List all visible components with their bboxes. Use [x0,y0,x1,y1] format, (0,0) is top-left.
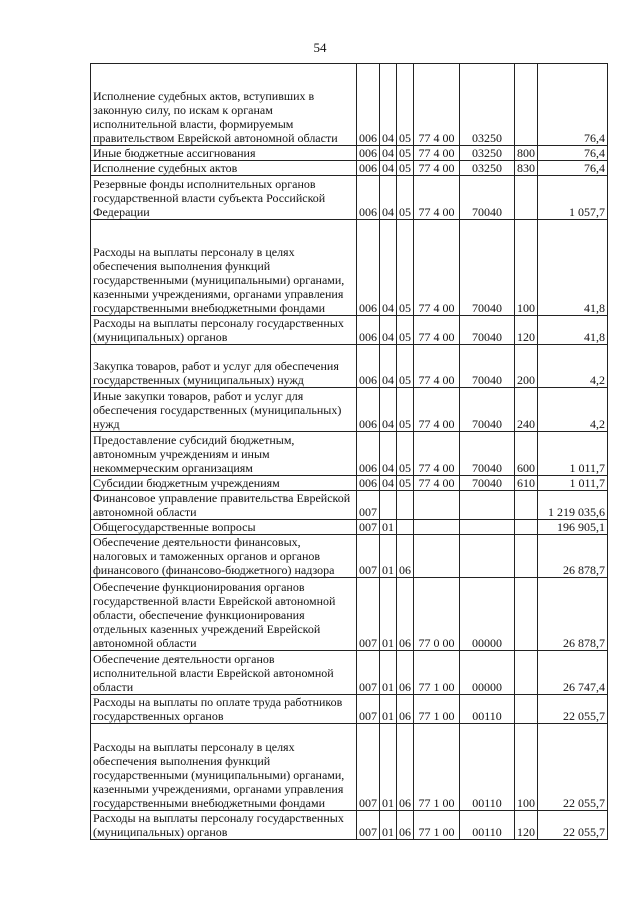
cell-section: 04 [380,388,397,432]
cell-subsection: 05 [397,220,414,316]
cell-name: Резервные фонды исполнительных органов государственной власти субъекта Российской Федерации [91,176,357,220]
cell-name: Иные закупки товаров, работ и услуг для обеспечения государственных (муниципальных) нужд [91,388,357,432]
cell-ministry: 006 [357,220,380,316]
cell-name: Общегосударственные вопросы [91,520,357,535]
cell-program: 77 1 00 [414,695,460,724]
cell-amount: 26 747,4 [538,651,608,695]
cell-amount: 1 057,7 [538,176,608,220]
budget-table [90,63,608,840]
cell-subsection: 06 [397,535,414,578]
cell-subsection: 05 [397,146,414,161]
cell-ministry: 007 [357,491,380,520]
cell-name: Обеспечение функционирования органов государственной власти Еврейской автономной области, обеспечение функционирования отдельных казенных учреждений Еврейской автономной области [91,578,357,651]
cell-amount: 26 878,7 [538,535,608,578]
cell-type: 100 [515,724,538,811]
cell-type [515,695,538,724]
cell-code: 70040 [460,432,515,476]
cell-program: 77 4 00 [414,220,460,316]
cell-amount: 76,4 [538,64,608,146]
cell-subsection: 05 [397,64,414,146]
cell-amount: 41,8 [538,316,608,345]
cell-ministry: 006 [357,161,380,176]
cell-name: Исполнение судебных актов [91,161,357,176]
cell-code: 00110 [460,695,515,724]
cell-section: 01 [380,578,397,651]
table-row [91,388,608,432]
cell-type: 120 [515,316,538,345]
cell-amount: 22 055,7 [538,724,608,811]
cell-code: 70040 [460,476,515,491]
table-row [91,476,608,491]
cell-ministry: 006 [357,146,380,161]
table-row [91,345,608,388]
cell-subsection: 05 [397,176,414,220]
cell-ministry: 006 [357,345,380,388]
table-row [91,535,608,578]
cell-amount: 22 055,7 [538,695,608,724]
cell-section: 01 [380,651,397,695]
cell-section: 01 [380,695,397,724]
cell-type [515,535,538,578]
cell-type [515,651,538,695]
cell-amount: 196 905,1 [538,520,608,535]
cell-subsection: 05 [397,161,414,176]
table-row [91,432,608,476]
cell-name: Предоставление субсидий бюджетным, автономным учреждениям и иным некоммерческим организациям [91,432,357,476]
cell-subsection: 05 [397,388,414,432]
cell-name: Исполнение судебных актов, вступивших в законную силу, по искам к органам исполнительной власти, формируемым правительством Еврейской автономной области [91,64,357,146]
cell-program: 77 0 00 [414,578,460,651]
cell-program: 77 4 00 [414,161,460,176]
cell-type [515,578,538,651]
cell-code: 70040 [460,176,515,220]
cell-name: Расходы на выплаты персоналу государственных (муниципальных) органов [91,811,357,840]
cell-type [515,176,538,220]
cell-type [515,520,538,535]
cell-code [460,491,515,520]
table-row [91,220,608,316]
table-row [91,695,608,724]
cell-ministry: 007 [357,520,380,535]
cell-name: Расходы на выплаты персоналу в целях обеспечения выполнения функций государственными (муниципальными) органами, казенными учреждениями, органами управления государственными внебюджетными фондами [91,220,357,316]
cell-name: Закупка товаров, работ и услуг для обеспечения государственных (муниципальных) нужд [91,345,357,388]
table-row [91,64,608,146]
cell-code: 00000 [460,651,515,695]
cell-name: Финансовое управление правительства Еврейской автономной области [91,491,357,520]
cell-type: 800 [515,146,538,161]
cell-type: 830 [515,161,538,176]
cell-ministry: 007 [357,695,380,724]
cell-program: 77 4 00 [414,176,460,220]
cell-section: 04 [380,220,397,316]
cell-program: 77 4 00 [414,432,460,476]
cell-program: 77 4 00 [414,146,460,161]
cell-name: Обеспечение деятельности органов исполнительной власти Еврейской автономной области [91,651,357,695]
cell-subsection: 05 [397,476,414,491]
cell-amount: 26 878,7 [538,578,608,651]
cell-program: 77 1 00 [414,724,460,811]
cell-amount: 1 011,7 [538,476,608,491]
page-number: 54 [313,40,327,55]
cell-section: 04 [380,64,397,146]
cell-subsection: 06 [397,724,414,811]
cell-type: 240 [515,388,538,432]
cell-amount: 76,4 [538,161,608,176]
cell-code: 00110 [460,724,515,811]
cell-name: Расходы на выплаты персоналу государственных (муниципальных) органов [91,316,357,345]
cell-subsection: 06 [397,651,414,695]
cell-amount: 4,2 [538,388,608,432]
table-row [91,491,608,520]
cell-type: 200 [515,345,538,388]
cell-section: 04 [380,161,397,176]
table-row [91,651,608,695]
cell-section [380,491,397,520]
cell-subsection: 05 [397,316,414,345]
cell-type: 610 [515,476,538,491]
table-row [91,578,608,651]
cell-name: Расходы на выплаты персоналу в целях обеспечения выполнения функций государственными (муниципальными) органами, казенными учреждениями, органами управления государственными внебюджетными фондами [91,724,357,811]
cell-program [414,491,460,520]
cell-section: 04 [380,316,397,345]
cell-program: 77 4 00 [414,388,460,432]
cell-program: 77 4 00 [414,316,460,345]
cell-program [414,535,460,578]
cell-program [414,520,460,535]
cell-section: 04 [380,432,397,476]
cell-subsection: 05 [397,432,414,476]
cell-subsection: 06 [397,811,414,840]
cell-name: Субсидии бюджетным учреждениям [91,476,357,491]
cell-section: 04 [380,176,397,220]
cell-section: 04 [380,146,397,161]
cell-section: 01 [380,811,397,840]
cell-ministry: 007 [357,651,380,695]
cell-code: 70040 [460,316,515,345]
cell-type [515,64,538,146]
cell-amount: 41,8 [538,220,608,316]
cell-amount: 4,2 [538,345,608,388]
cell-section: 01 [380,724,397,811]
cell-type: 600 [515,432,538,476]
cell-ministry: 006 [357,432,380,476]
table-row [91,176,608,220]
cell-name: Иные бюджетные ассигнования [91,146,357,161]
cell-ministry: 006 [357,64,380,146]
cell-program: 77 4 00 [414,64,460,146]
cell-ministry: 006 [357,316,380,345]
cell-code: 03250 [460,161,515,176]
cell-code: 03250 [460,64,515,146]
cell-ministry: 007 [357,535,380,578]
table-row [91,520,608,535]
cell-section: 01 [380,520,397,535]
table-row [91,161,608,176]
cell-amount: 1 219 035,6 [538,491,608,520]
table-row [91,316,608,345]
cell-type: 100 [515,220,538,316]
table-row [91,811,608,840]
cell-program: 77 4 00 [414,345,460,388]
cell-name: Расходы на выплаты по оплате труда работников государственных органов [91,695,357,724]
cell-section: 04 [380,476,397,491]
cell-subsection: 05 [397,345,414,388]
cell-program: 77 4 00 [414,476,460,491]
cell-code: 70040 [460,388,515,432]
cell-subsection: 06 [397,578,414,651]
cell-ministry: 006 [357,176,380,220]
cell-code [460,535,515,578]
cell-ministry: 006 [357,388,380,432]
cell-amount: 1 011,7 [538,432,608,476]
cell-section: 04 [380,345,397,388]
cell-code: 00000 [460,578,515,651]
cell-ministry: 007 [357,578,380,651]
cell-ministry: 007 [357,811,380,840]
table-row [91,146,608,161]
cell-name: Обеспечение деятельности финансовых, налоговых и таможенных органов и органов финансового (финансово-бюджетного) надзора [91,535,357,578]
budget-table-body [91,64,608,840]
cell-type [515,491,538,520]
cell-subsection [397,520,414,535]
cell-amount: 76,4 [538,146,608,161]
table-row [91,724,608,811]
cell-program: 77 1 00 [414,811,460,840]
cell-section: 01 [380,535,397,578]
cell-code: 70040 [460,220,515,316]
cell-code [460,520,515,535]
cell-type: 120 [515,811,538,840]
cell-ministry: 007 [357,724,380,811]
cell-code: 00110 [460,811,515,840]
cell-ministry: 006 [357,476,380,491]
cell-code: 70040 [460,345,515,388]
cell-program: 77 1 00 [414,651,460,695]
cell-subsection: 06 [397,695,414,724]
cell-amount: 22 055,7 [538,811,608,840]
cell-subsection [397,491,414,520]
cell-code: 03250 [460,146,515,161]
